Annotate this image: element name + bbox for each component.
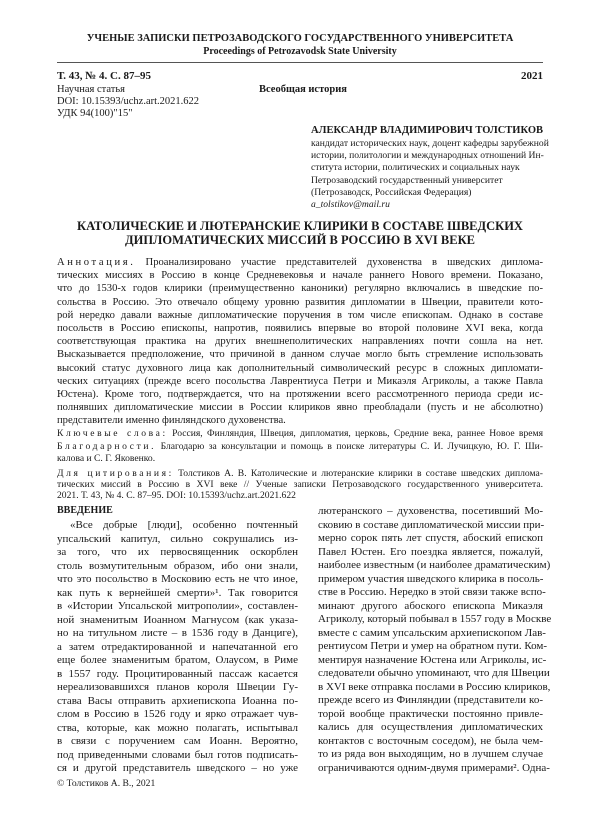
line-text: посольств в Россию епископы, напротив, появились впервые во второй половине XVI века, когда (57, 323, 543, 335)
text-line (57, 762, 298, 776)
line-text: слом в Россию в 1526 году и ярко отражает чув- (57, 708, 298, 720)
line-text: упсальский капитул, сильно сокрушались из- (57, 532, 298, 545)
line-text: мерно сорок пять лет спустя, абоский епископ (318, 532, 543, 544)
text-line (57, 269, 543, 282)
line-text: става Васы отправить архиепископа Иоанна по- (57, 694, 298, 707)
text-line (57, 296, 543, 309)
text-line (318, 708, 543, 722)
text-line (318, 519, 543, 533)
text-line (57, 441, 543, 453)
text-line (57, 695, 298, 709)
line-text: 2021. Т. 43, № 4. С. 87–95. DOI: 10.15393/uchz.art.2021.622 (57, 490, 296, 501)
udc: УДК 94(100)"15" (57, 108, 133, 119)
line-text: представители именно финляндского духовенства. (57, 415, 286, 427)
text-line (318, 626, 546, 641)
line-text: полнявших дипломатические миссии в России клириков явно преобладали (пусть и не абсолютно) (57, 402, 543, 414)
text-line (57, 681, 298, 695)
text-line (318, 735, 543, 749)
text-line (57, 309, 543, 322)
text-line (57, 453, 543, 465)
line-text: в XVI веке отправка послами в Россию клириков, (318, 680, 551, 693)
line-text: высокий статус духовного лица как дополнительный символический ресурс в сложных дипломати- (57, 362, 543, 374)
line-text: в 1557 году. Процитированный пассаж касается (57, 667, 298, 680)
text-line (57, 388, 543, 401)
line-text: а затем отредактированной и напечатанной его (57, 640, 298, 653)
section-label: Благодарности. (57, 441, 157, 452)
journal-title: УЧЕНЫЕ ЗАПИСКИ ПЕТРОЗАВОДСКОГО ГОСУДАРСТВЕННОГО УНИВЕРСИТЕТА (86, 33, 514, 44)
line-text: сольства в Россию. Это отвечало общему уровню развития дипломатии в Швеции, правители кото- (57, 296, 543, 308)
text-line (311, 162, 543, 174)
text-line (57, 708, 298, 722)
line-text: что до 1530-х годов клирики (преимущественно каноники) регулярно включались в шведские по- (57, 283, 543, 295)
line-text: как путь к вернейшей смерти»¹. Так говорится (57, 586, 298, 599)
line-text: вместе с самим упсальским архиепископом Лав- (318, 626, 546, 639)
volume-info: Т. 43, № 4. С. 87–95 (57, 70, 151, 82)
text-line (0, 219, 600, 233)
text-line (57, 641, 298, 655)
keywords (57, 428, 543, 440)
line-text: торой вообще практически постоянно привле- (318, 707, 543, 720)
text-line (57, 282, 543, 295)
header-rule (57, 62, 543, 63)
line-text: сковию в составе дипломатической миссии при- (318, 518, 545, 531)
text-line (57, 479, 543, 490)
text-line (57, 627, 298, 641)
author-name: АЛЕКСАНДР ВЛАДИМИРОВИЧ ТОЛСТИКОВ (311, 125, 543, 136)
text-line (318, 559, 551, 573)
body-column-left (57, 519, 298, 776)
article-type: Научная статья (57, 84, 125, 95)
line-text: рентиусом Петри и умер на обратном пути. Ком- (318, 640, 548, 652)
text-line (318, 721, 543, 735)
text-line (318, 613, 552, 627)
text-line (57, 668, 298, 682)
text-line (318, 761, 550, 776)
text-line (318, 640, 548, 654)
line-text: ства, которые, как можно полагать, испытывал (57, 721, 298, 734)
line-text: кались для осуществления дипломатических (318, 721, 543, 733)
section-label: Ключевые слова: (57, 428, 168, 439)
line-text: ограничиваются одним-двумя примерами². Одна- (318, 761, 550, 774)
line-text: Юстена). Кроме того, подтверждается, что на протяжении всего рассмотренного периода среди ис- (57, 389, 543, 401)
text-line (0, 233, 600, 247)
line-text: «Все добрые [люди], особенно почтенный (70, 519, 298, 531)
text-line (318, 546, 543, 560)
text-line (57, 322, 543, 335)
text-line (57, 414, 543, 427)
author-email[interactable]: a_tolstikov@mail.ru (311, 199, 390, 210)
line-text: еще более знаменитым братом, Олаусом, в Риме (57, 654, 298, 666)
text-line (57, 560, 298, 574)
text-line (57, 533, 298, 547)
line-text: то из ряда вон выходящим, но в лучшем случае (318, 748, 543, 760)
line-text: ной знаменитым Иоанном Магнусом (как указа- (57, 613, 298, 626)
line-text: соответствующая практика на других внешнеполитических направлениях почти сошла на нет. (57, 336, 543, 348)
line-text: Павел Юстен. Его поездка является, пожалуй, (318, 545, 543, 558)
author-affiliation (311, 138, 549, 199)
citation (57, 468, 543, 501)
text-line (57, 573, 298, 587)
text-line (57, 256, 543, 269)
text-line (311, 175, 543, 187)
line-text: Проанализировано участие представителей духовенства в шведских диплома- (145, 257, 543, 268)
line-text: столь возмутительным образом, ибо они знали, (57, 559, 298, 572)
text-line (57, 654, 298, 668)
line-text: ся и другой представитель шведского – но уже (57, 762, 298, 774)
section-heading: ВВЕДЕНИЕ (57, 505, 113, 516)
line-text: Толстиков А. В. Католические и лютеранские клирики в составе шведских диплома- (178, 468, 543, 479)
doi: DOI: 10.15393/uchz.art.2021.622 (57, 96, 200, 107)
text-line (318, 600, 543, 614)
line-text: в связи с поручением сам Иоанн. Вероятно, (57, 735, 298, 747)
text-line (57, 348, 543, 361)
text-line (57, 362, 543, 375)
line-text: под приведенными словами был готов подписать- (57, 748, 298, 761)
line-text: Благодарю за консультации и помощь в поиске литературы С. И. Лучицкую, Ю. Г. Ши- (160, 441, 543, 452)
text-line (57, 490, 543, 501)
text-line (318, 532, 543, 546)
journal-subtitle: Proceedings of Petrozavodsk State University (203, 46, 397, 57)
abstract (57, 256, 543, 428)
text-line (311, 150, 543, 162)
line-text: ДИПЛОМАТИЧЕСКИХ МИССИЙ В РОССИЮ В XVI ВЕКЕ (125, 233, 475, 247)
line-text: стве в Россию. Нередко в этой связи также вспо- (318, 586, 546, 598)
text-line (57, 587, 298, 601)
line-text: но на титульном листе – в 1536 году в Данциге), (57, 627, 298, 639)
line-text: примером участия шведского клирика в посоль- (318, 572, 544, 585)
acknowledgements (57, 441, 543, 465)
text-line (57, 749, 298, 763)
text-line (318, 680, 551, 695)
text-line (57, 401, 543, 414)
line-text: нереализовавшихся планов короля Швеции Гу- (57, 681, 298, 693)
section-label: Для цитирования: (57, 468, 174, 479)
line-text: Агриколу, который побывал в 1557 году в Москве (318, 613, 552, 625)
text-line (57, 519, 298, 533)
line-text: наиболее известным (и наиболее драматическим) (318, 559, 551, 571)
line-text: (Петрозаводск, Российская Федерация) (311, 186, 472, 198)
line-text: тических миссиях в Россию в конце Средневековья и начале раннего Нового времени. Показано, (57, 270, 543, 282)
text-line (311, 187, 543, 199)
line-text: ческих ситуациях (прежде всего посольства Лаврентиуса Петри и Микаэля Агриколы, а также Павла (57, 375, 543, 387)
text-line (57, 722, 298, 736)
line-text: рой нередко давали важные дипломатические поручения в том числе епископам. Однако в составе (57, 309, 543, 321)
article-title (0, 219, 600, 247)
text-line (318, 667, 550, 681)
text-line (318, 653, 547, 668)
line-text: в «Истории Упсальской митрополии», составлен- (57, 600, 298, 612)
line-text: ститута истории, политических и социальных наук (311, 162, 520, 174)
text-line (318, 505, 543, 519)
line-text: кандидат исторических наук, доцент кафедры зарубежной (311, 138, 549, 149)
copyright: © Толстиков А. В., 2021 (57, 778, 156, 789)
section-name: Всеобщая история (259, 84, 347, 95)
line-text: прежде всего из Финляндии (представители ко- (318, 694, 543, 706)
text-line (57, 735, 298, 749)
year: 2021 (521, 70, 543, 82)
line-text: Петрозаводский государственный университет (311, 174, 503, 186)
body-column-right (318, 505, 552, 775)
text-line (57, 375, 543, 388)
line-text: что это посольство в Московию есть не что иное, (57, 573, 298, 585)
line-text: ментируя назначение Юстена или Агриколы, ис- (318, 653, 547, 666)
line-text: лютеранского – духовенства, посетивший Мо- (318, 505, 543, 517)
line-text: Россия, Финляндия, Швеция, дипломатия, церковь, Средние века, раннее Новое время (172, 428, 543, 439)
text-line (57, 428, 543, 440)
line-text: тических миссий в Россию в XVI веке // Ученые записки Петрозаводского государственного университета. (57, 479, 543, 490)
text-line (57, 546, 298, 560)
line-text: калова и С. Г. Яковенко. (57, 453, 156, 464)
text-line (318, 748, 543, 762)
line-text: за того, что их первосвященник оскорблен (57, 546, 298, 558)
line-text: КАТОЛИЧЕСКИЕ И ЛЮТЕРАНСКИЕ КЛИРИКИ В СОСТАВЕ ШВЕДСКИХ (77, 219, 523, 233)
line-text: Высказывается предположение, что причиной в данном случае могло быть стремление использовать (57, 349, 543, 361)
text-line (57, 600, 298, 614)
line-text: истории, политологии и международных отношений Ин- (311, 150, 544, 162)
text-line (311, 138, 549, 150)
line-text: контактов с восточным соседом), не была чем- (318, 734, 543, 747)
text-line (318, 694, 543, 708)
text-line (57, 614, 298, 628)
text-line (57, 335, 543, 348)
line-text: следователи обычно упоминают, что для Швеции (318, 667, 550, 679)
text-line (318, 586, 546, 600)
text-line (57, 468, 543, 479)
text-line (318, 573, 543, 587)
line-text: минают другого абоского епископа Микаэля (318, 599, 543, 612)
section-label: Аннотация. (57, 257, 136, 268)
